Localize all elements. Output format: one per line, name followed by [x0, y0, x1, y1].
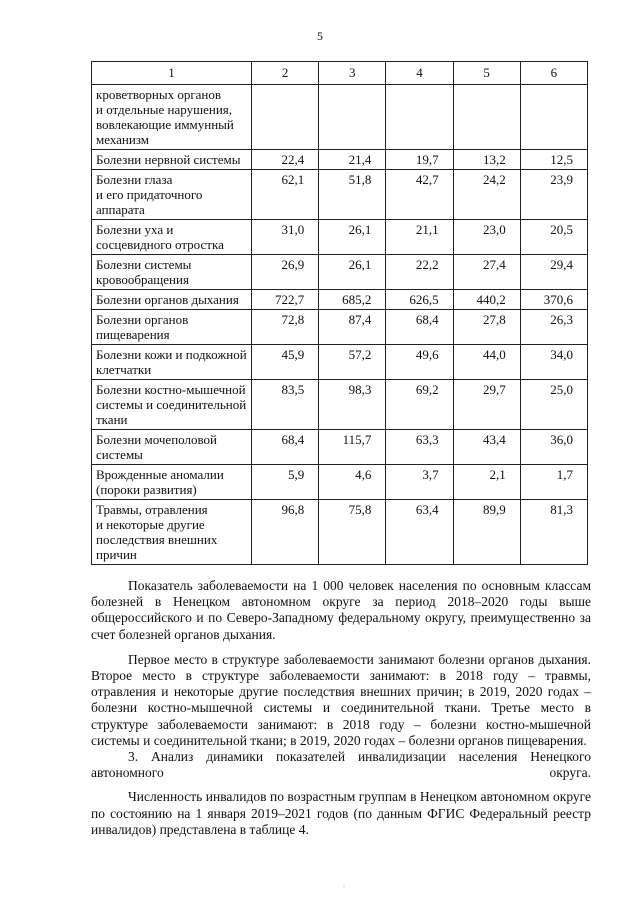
row-value: 68,4 — [252, 430, 319, 465]
row-value: 27,8 — [453, 310, 520, 345]
table-row — [92, 465, 588, 500]
table-row — [92, 220, 588, 255]
row-label: Болезни кожи и подкожной клетчатки — [92, 345, 252, 380]
row-label: Болезни системы кровообращения — [92, 255, 252, 290]
row-value: 22,4 — [252, 150, 319, 170]
row-value: 2,1 — [453, 465, 520, 500]
row-label: Травмы, отравления и некоторые другие последствия внешних причин — [92, 500, 252, 565]
table-header: 1 — [92, 62, 252, 85]
row-value: 36,0 — [520, 430, 587, 465]
table-header: 2 — [252, 62, 319, 85]
row-value: 5,9 — [252, 465, 319, 500]
row-value: 25,0 — [520, 380, 587, 430]
row-value: 43,4 — [453, 430, 520, 465]
row-label: Врожденные аномалии (пороки развития) — [92, 465, 252, 500]
row-value: 4,6 — [319, 465, 386, 500]
row-value: 44,0 — [453, 345, 520, 380]
row-value: 63,4 — [386, 500, 453, 565]
table-header: 5 — [453, 62, 520, 85]
row-value: 22,2 — [386, 255, 453, 290]
row-value: 27,4 — [453, 255, 520, 290]
paragraph-morbidity-rate: Показатель заболеваемости на 1 000 человек населения по основным классам болезней в Ненецком автономном округе за период 2018–2020 годы выше общероссийского и по Северо-Западному федеральному округу, преимущественно за счет болезней органов дыхания. — [91, 578, 591, 642]
row-label: Болезни органов пищеварения — [92, 310, 252, 345]
section-heading-disability: 3. Анализ динамики показателей инвалидизации населения Ненецкого автономного округа. — [91, 749, 591, 781]
row-value: 26,1 — [319, 220, 386, 255]
paragraph-morbidity-structure: Первое место в структуре заболеваемости занимают болезни органов дыхания. Второе место в структуре заболеваемости занимают: в 2018 году – травмы, отравления и некоторые другие последствия внешних причин; в 2019, 2020 годах – болезни костно-мышечной системы и соединительной ткани. Третье место в структуре заболеваемости занимают: в 2018 году – болезни костно-мышечной системы и соединительной ткани; в 2019, 2020 годах – болезни органов пищеварения. — [91, 651, 591, 748]
table-row — [92, 170, 588, 220]
table-header: 6 — [520, 62, 587, 85]
row-value: 26,9 — [252, 255, 319, 290]
row-value: 24,2 — [453, 170, 520, 220]
table-header: 3 — [319, 62, 386, 85]
table-row — [92, 430, 588, 465]
row-label: Болезни уха и сосцевидного отростка — [92, 220, 252, 255]
row-label: Болезни нервной системы — [92, 150, 252, 170]
table-row — [92, 85, 588, 150]
row-value: 45,9 — [252, 345, 319, 380]
row-value — [252, 85, 319, 150]
row-value: 23,0 — [453, 220, 520, 255]
row-value: 87,4 — [319, 310, 386, 345]
row-value: 3,7 — [386, 465, 453, 500]
row-value: 89,9 — [453, 500, 520, 565]
row-value: 68,4 — [386, 310, 453, 345]
row-value: 42,7 — [386, 170, 453, 220]
body-text — [91, 578, 591, 838]
morbidity-table — [91, 61, 588, 565]
row-value: 626,5 — [386, 290, 453, 310]
row-value — [520, 85, 587, 150]
row-label: Болезни костно-мышечной системы и соединительной ткани — [92, 380, 252, 430]
row-value: 63,3 — [386, 430, 453, 465]
row-value: 370,6 — [520, 290, 587, 310]
row-value: 96,8 — [252, 500, 319, 565]
table-row — [92, 380, 588, 430]
row-value: 19,7 — [386, 150, 453, 170]
table-row — [92, 345, 588, 380]
row-value: 49,6 — [386, 345, 453, 380]
row-value — [386, 85, 453, 150]
row-value: 57,2 — [319, 345, 386, 380]
row-value — [453, 85, 520, 150]
paragraph-disability-count: Численность инвалидов по возрастным группам в Ненецком автономном округе по состоянию на 1 января 2019–2021 годов (по данным ФГИС Федеральный реестр инвалидов) представлена в таблице 4. — [91, 789, 591, 837]
table-row — [92, 150, 588, 170]
row-value: 29,4 — [520, 255, 587, 290]
row-value: 98,3 — [319, 380, 386, 430]
row-value: 26,3 — [520, 310, 587, 345]
row-value: 72,8 — [252, 310, 319, 345]
table-row — [92, 255, 588, 290]
row-label: Болезни мочеполовой системы — [92, 430, 252, 465]
table-row — [92, 290, 588, 310]
row-value: 685,2 — [319, 290, 386, 310]
row-value: 21,1 — [386, 220, 453, 255]
row-value: 62,1 — [252, 170, 319, 220]
row-value: 12,5 — [520, 150, 587, 170]
row-value: 115,7 — [319, 430, 386, 465]
row-value: 51,8 — [319, 170, 386, 220]
row-value: 23,9 — [520, 170, 587, 220]
row-value: 1,7 — [520, 465, 587, 500]
row-label: Болезни глаза и его придаточного аппарата — [92, 170, 252, 220]
page-number: 5 — [317, 29, 323, 43]
row-value: 81,3 — [520, 500, 587, 565]
table-row — [92, 310, 588, 345]
row-value: 75,8 — [319, 500, 386, 565]
row-value: 26,1 — [319, 255, 386, 290]
row-value: 34,0 — [520, 345, 587, 380]
row-value: 21,4 — [319, 150, 386, 170]
row-value: 83,5 — [252, 380, 319, 430]
row-value: 13,2 — [453, 150, 520, 170]
row-value: 29,7 — [453, 380, 520, 430]
row-value: 69,2 — [386, 380, 453, 430]
row-value — [319, 85, 386, 150]
table-row — [92, 500, 588, 565]
table-header: 4 — [386, 62, 453, 85]
row-value: 31,0 — [252, 220, 319, 255]
row-label: Болезни органов дыхания — [92, 290, 252, 310]
scan-mark: . — [343, 880, 345, 889]
row-value: 440,2 — [453, 290, 520, 310]
row-value: 20,5 — [520, 220, 587, 255]
row-label: кроветворных органов и отдельные нарушения, вовлекающие иммунный механизм — [92, 85, 252, 150]
row-value: 722,7 — [252, 290, 319, 310]
table-header-row — [92, 62, 588, 85]
